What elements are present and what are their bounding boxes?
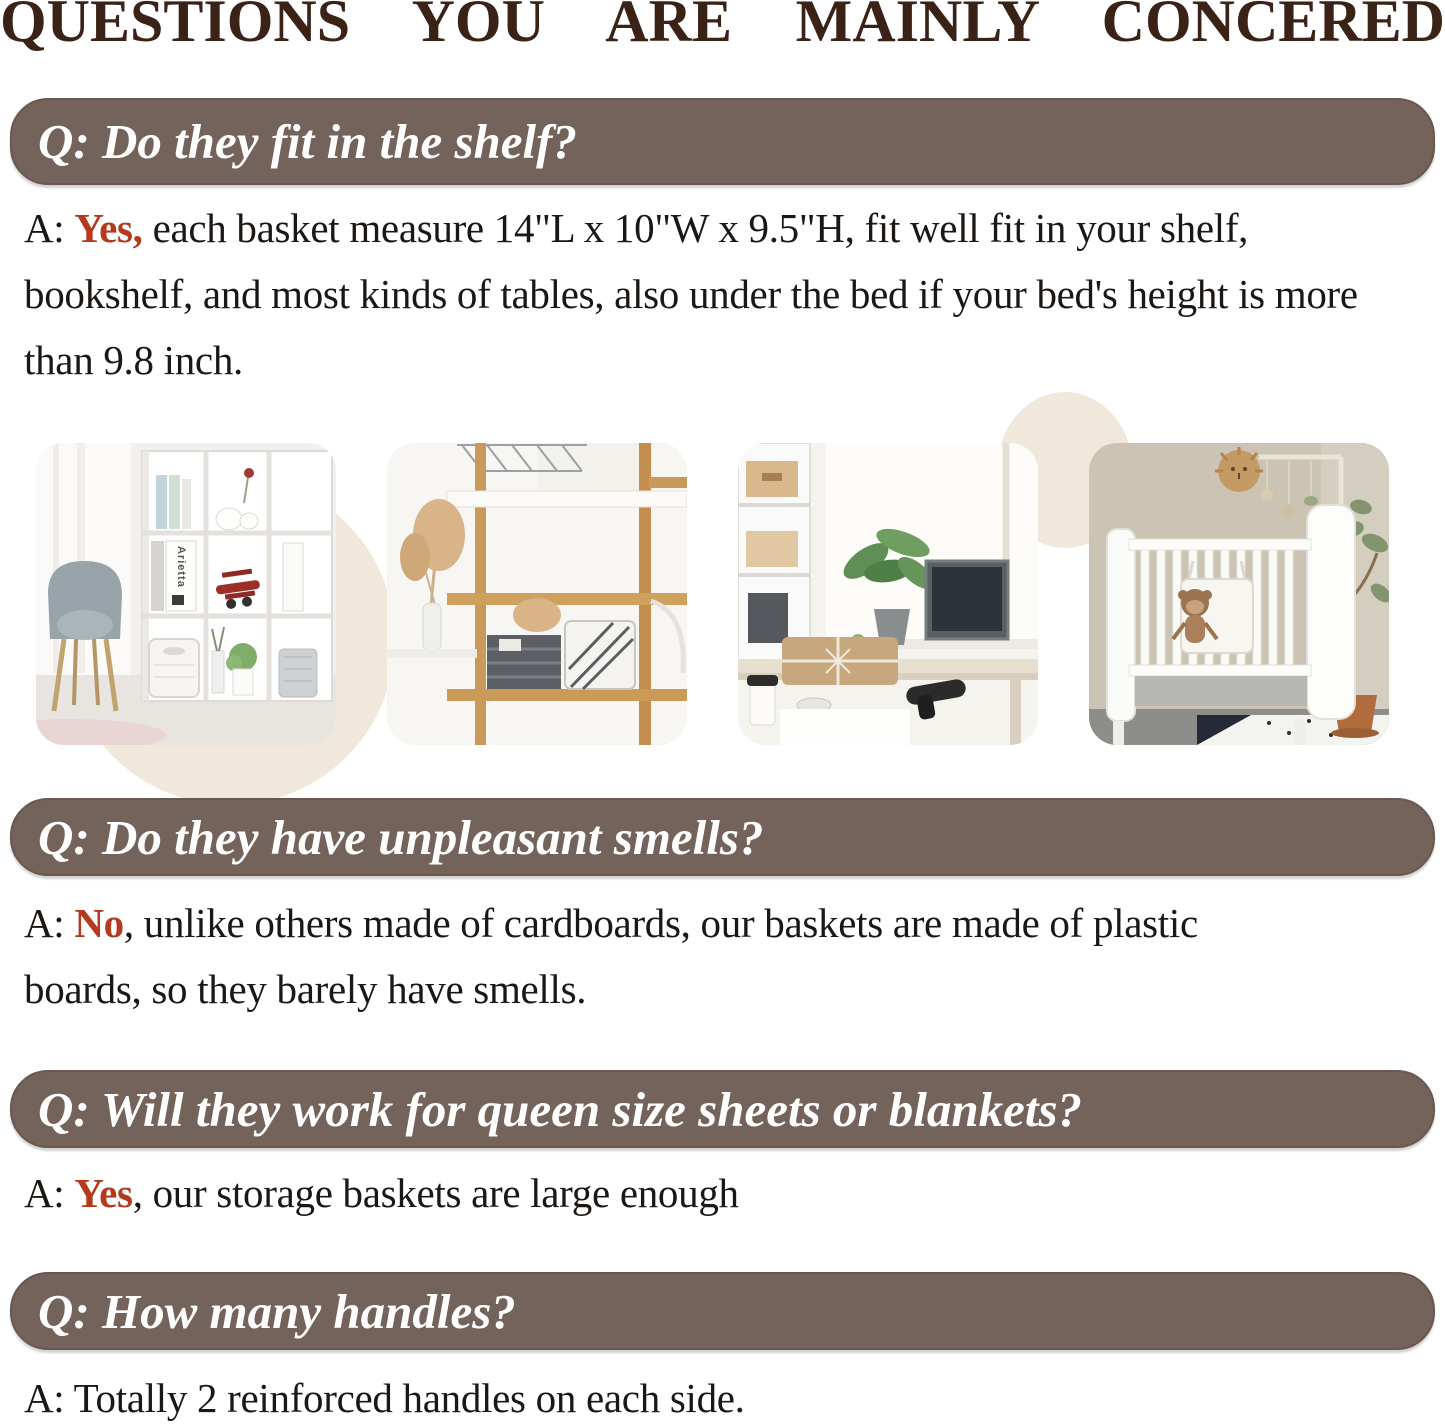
answer-1-prefix: A: — [24, 205, 75, 251]
svg-text:Arietta: Arietta — [175, 546, 187, 588]
answer-2 — [24, 890, 1324, 1022]
dark-gray-basket — [487, 635, 561, 689]
white-woven-basket — [565, 621, 635, 689]
answer-3 — [24, 1160, 1416, 1226]
photo-baby-crib — [1089, 443, 1389, 745]
white-basket — [149, 639, 199, 697]
desk-leg — [1010, 680, 1021, 745]
question-banner-2 — [10, 798, 1435, 876]
question-4-text: Q: How many handles? — [38, 1283, 516, 1339]
question-banner-1 — [10, 98, 1435, 185]
coffee-cup — [747, 675, 778, 725]
answer-3-highlight: Yes — [74, 1170, 133, 1216]
answer-1 — [24, 195, 1416, 393]
white-box — [780, 709, 910, 745]
books-top — [156, 475, 191, 529]
answer-2-prefix: A: — [24, 900, 75, 946]
answer-1-highlight: Yes, — [74, 205, 143, 251]
answer-2-text: , unlike others made of cardboards, our baskets are made of plastic boards, so they barely have smells. — [24, 900, 1198, 1012]
photo-cube-bookshelf — [36, 443, 336, 745]
answer-4 — [24, 1365, 1416, 1428]
question-banner-4 — [10, 1272, 1435, 1350]
photo-bamboo-shelf — [387, 443, 687, 745]
gray-basket — [279, 649, 317, 697]
answer-3-prefix: A: — [24, 1170, 75, 1216]
photo-office-desk — [738, 443, 1038, 745]
question-1-text: Q: Do they fit in the shelf? — [38, 114, 577, 169]
question-3-text: Q: Will they work for queen size sheets or blankets? — [38, 1081, 1083, 1137]
answer-4-prefix: A: — [24, 1375, 74, 1421]
answer-1-text: each basket measure 14"L x 10"W x 9.5"H, fit well fit in your shelf, bookshelf, and most kinds of tables, also under the bed if your bed's height is more than 9.8 inch. — [24, 205, 1358, 383]
answer-2-highlight: No — [74, 900, 124, 946]
question-banner-3 — [10, 1070, 1435, 1148]
question-2-text: Q: Do they have unpleasant smells? — [38, 809, 764, 865]
answer-4-text: Totally 2 reinforced handles on each side. — [73, 1375, 745, 1421]
page-title: QUESTIONS YOU ARE MAINLY CONCERED — [0, 0, 1445, 54]
arietta-book — [151, 541, 196, 611]
white-binder — [283, 543, 303, 611]
answer-3-text: , our storage baskets are large enough — [132, 1170, 739, 1216]
paper-package — [782, 637, 898, 685]
